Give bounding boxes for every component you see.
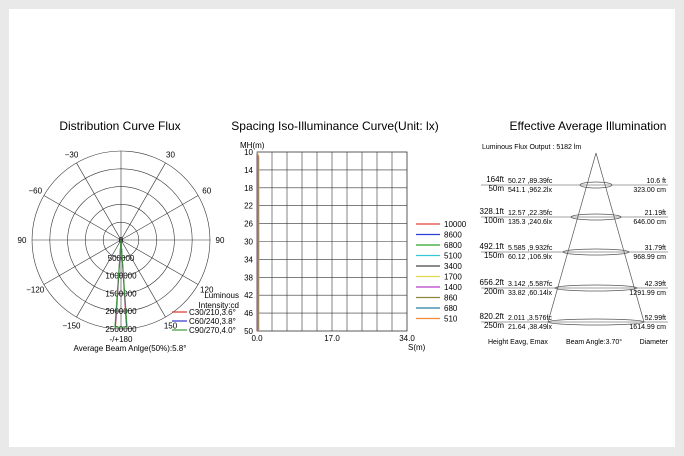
eff-title: Effective Average Illumination <box>509 119 667 133</box>
iso-legend-label: 1700 <box>444 272 462 282</box>
iso-curves <box>257 152 259 331</box>
eff-row-height-m: 150m <box>483 251 504 260</box>
polar-angle-label: −120 <box>26 285 45 295</box>
eff-row-fc: 12.57 ,22.35fc <box>508 210 553 217</box>
iso-y-tick: 46 <box>244 309 253 319</box>
iso-grid <box>257 152 407 331</box>
iso-y-tick: 38 <box>244 273 253 283</box>
iso-y-tick: 26 <box>244 219 253 229</box>
eff-row-lx: 135.3 ,240.6lx <box>508 219 552 226</box>
polar-angle-label: 90 <box>215 236 225 245</box>
polar-unit-label-1: Luminous <box>204 291 239 300</box>
iso-legend-label: 8600 <box>444 230 462 240</box>
polar-radial-tick: 2500000 <box>105 325 137 334</box>
iso-y-tick: 10 <box>244 148 253 157</box>
iso-legend-label: 860 <box>444 293 458 303</box>
eff-footer-mid: Beam Angle:3.70° <box>565 339 623 346</box>
iso-x-ticks <box>251 334 415 343</box>
effective-illumination-chart <box>480 119 669 346</box>
polar-radial-tick: 2000000 <box>105 307 137 317</box>
polar-radial-tick: 1500000 <box>105 289 137 299</box>
eff-row-dia-cm: 968.99 cm <box>633 254 666 261</box>
eff-row-height-ft: 492.1ft <box>479 242 504 251</box>
eff-row-fc: 2.011 ,3.576fc <box>508 315 552 322</box>
polar-title: Distribution Curve Flux <box>59 119 181 133</box>
polar-legend-label: C90/270,4.0° <box>189 326 236 335</box>
eff-row-dia-ft: 52.99ft <box>644 315 666 322</box>
eff-footer-right: Diameter <box>639 339 668 346</box>
eff-row-fc: 5.585 ,9.932fc <box>508 245 553 252</box>
eff-row-dia-ft: 21.19ft <box>644 210 666 217</box>
eff-row-height-ft: 164ft <box>486 175 504 184</box>
iso-y-tick: 34 <box>244 255 253 265</box>
polar-angle-label: −60 <box>28 186 43 196</box>
eff-row-height-ft: 328.1ft <box>479 207 504 216</box>
polar-legend-label: C60/240,3.8° <box>189 317 236 326</box>
eff-cone-edge <box>548 153 596 322</box>
eff-row-fc: 50.27 ,89.39fc <box>508 178 553 185</box>
eff-row-dia-cm: 1614.99 cm <box>629 324 666 331</box>
eff-beam-cone <box>548 153 644 325</box>
iso-legend-label: 5100 <box>444 251 462 261</box>
polar-radial-tick: 500000 <box>107 253 135 263</box>
iso-y-tick: 18 <box>244 183 253 193</box>
eff-row-lx: 60.12 ,106.9lx <box>508 254 552 261</box>
iso-legend-label: 3400 <box>444 262 462 271</box>
iso-y-ticks <box>244 148 253 336</box>
iso-x-tick: 17.0 <box>324 334 340 343</box>
iso-legend <box>416 220 467 324</box>
eff-row-height-m: 250m <box>483 321 504 330</box>
polar-footer: Average Beam Anlge(50%):5.8° <box>73 344 187 353</box>
eff-row-height-ft: 820.2ft <box>479 312 504 321</box>
polar-angle-label: 120 <box>200 285 214 295</box>
iso-y-tick: 30 <box>244 237 253 247</box>
eff-row-fc: 3.142 ,5.587fc <box>508 281 553 288</box>
iso-legend-label: 6800 <box>444 241 462 250</box>
polar-radial-tick: 1000000 <box>105 271 137 281</box>
eff-flux-label: Luminous Flux Output : 5182 lm <box>482 144 582 151</box>
eff-row-lx: 33.82 ,60.14lx <box>508 290 552 297</box>
iso-x-tick: 34.0 <box>399 334 415 343</box>
eff-row-height-ft: 656.2ft <box>479 278 504 287</box>
eff-row-dia-cm: 1291.99 cm <box>629 290 666 297</box>
eff-row-lx: 541.1 ,962.2lx <box>508 187 552 194</box>
eff-row-dia-ft: 42.39ft <box>644 281 666 288</box>
eff-row-dia-cm: 323.00 cm <box>633 187 666 194</box>
polar-angle-label: 90 <box>17 236 27 245</box>
eff-row-height-m: 100m <box>483 216 504 225</box>
iso-x-tick: 0.0 <box>251 334 263 343</box>
iso-y-axis-label: MH(m) <box>240 141 265 150</box>
eff-row-lx: 21.64 ,38.49lx <box>508 324 552 331</box>
eff-row-dia-ft: 10.6 ft <box>646 178 666 185</box>
eff-row-height-m: 200m <box>483 287 504 296</box>
iso-y-tick: 22 <box>244 201 253 211</box>
polar-angle-label: 150 <box>163 321 178 331</box>
eff-row-dia-cm: 646.00 cm <box>633 219 666 226</box>
iso-title: Spacing Iso-Illuminance Curve(Unit: lx) <box>231 119 439 133</box>
polar-unit-label-2: Intensity:cd <box>198 301 239 310</box>
polar-angle-label: −150 <box>62 321 81 331</box>
eff-row-dia-ft: 31.79ft <box>644 245 666 252</box>
polar-distribution-chart <box>18 119 239 353</box>
iso-x-axis-label: S(m) <box>408 343 426 352</box>
eff-row-height-m: 50m <box>488 184 504 193</box>
iso-illuminance-chart <box>231 119 467 352</box>
polar-legend-label: C30/210,3.6° <box>189 308 236 317</box>
iso-y-tick: 14 <box>244 165 253 175</box>
polar-angle-label: -/+180 <box>109 335 133 344</box>
polar-angle-label: −30 <box>64 150 79 160</box>
iso-legend-label: 510 <box>444 314 458 324</box>
iso-legend-label: 10000 <box>444 220 467 229</box>
iso-legend-label: 680 <box>444 304 458 313</box>
polar-radial-tick: 0 <box>118 236 124 245</box>
iso-y-tick: 42 <box>244 291 253 301</box>
iso-legend-label: 1400 <box>444 283 462 292</box>
iso-y-tick: 50 <box>244 327 253 336</box>
polar-angle-label: 60 <box>202 186 212 196</box>
polar-legend <box>172 308 236 335</box>
polar-angle-label: 30 <box>166 150 175 160</box>
eff-footer-left: Height Eavg, Emax <box>488 339 548 346</box>
